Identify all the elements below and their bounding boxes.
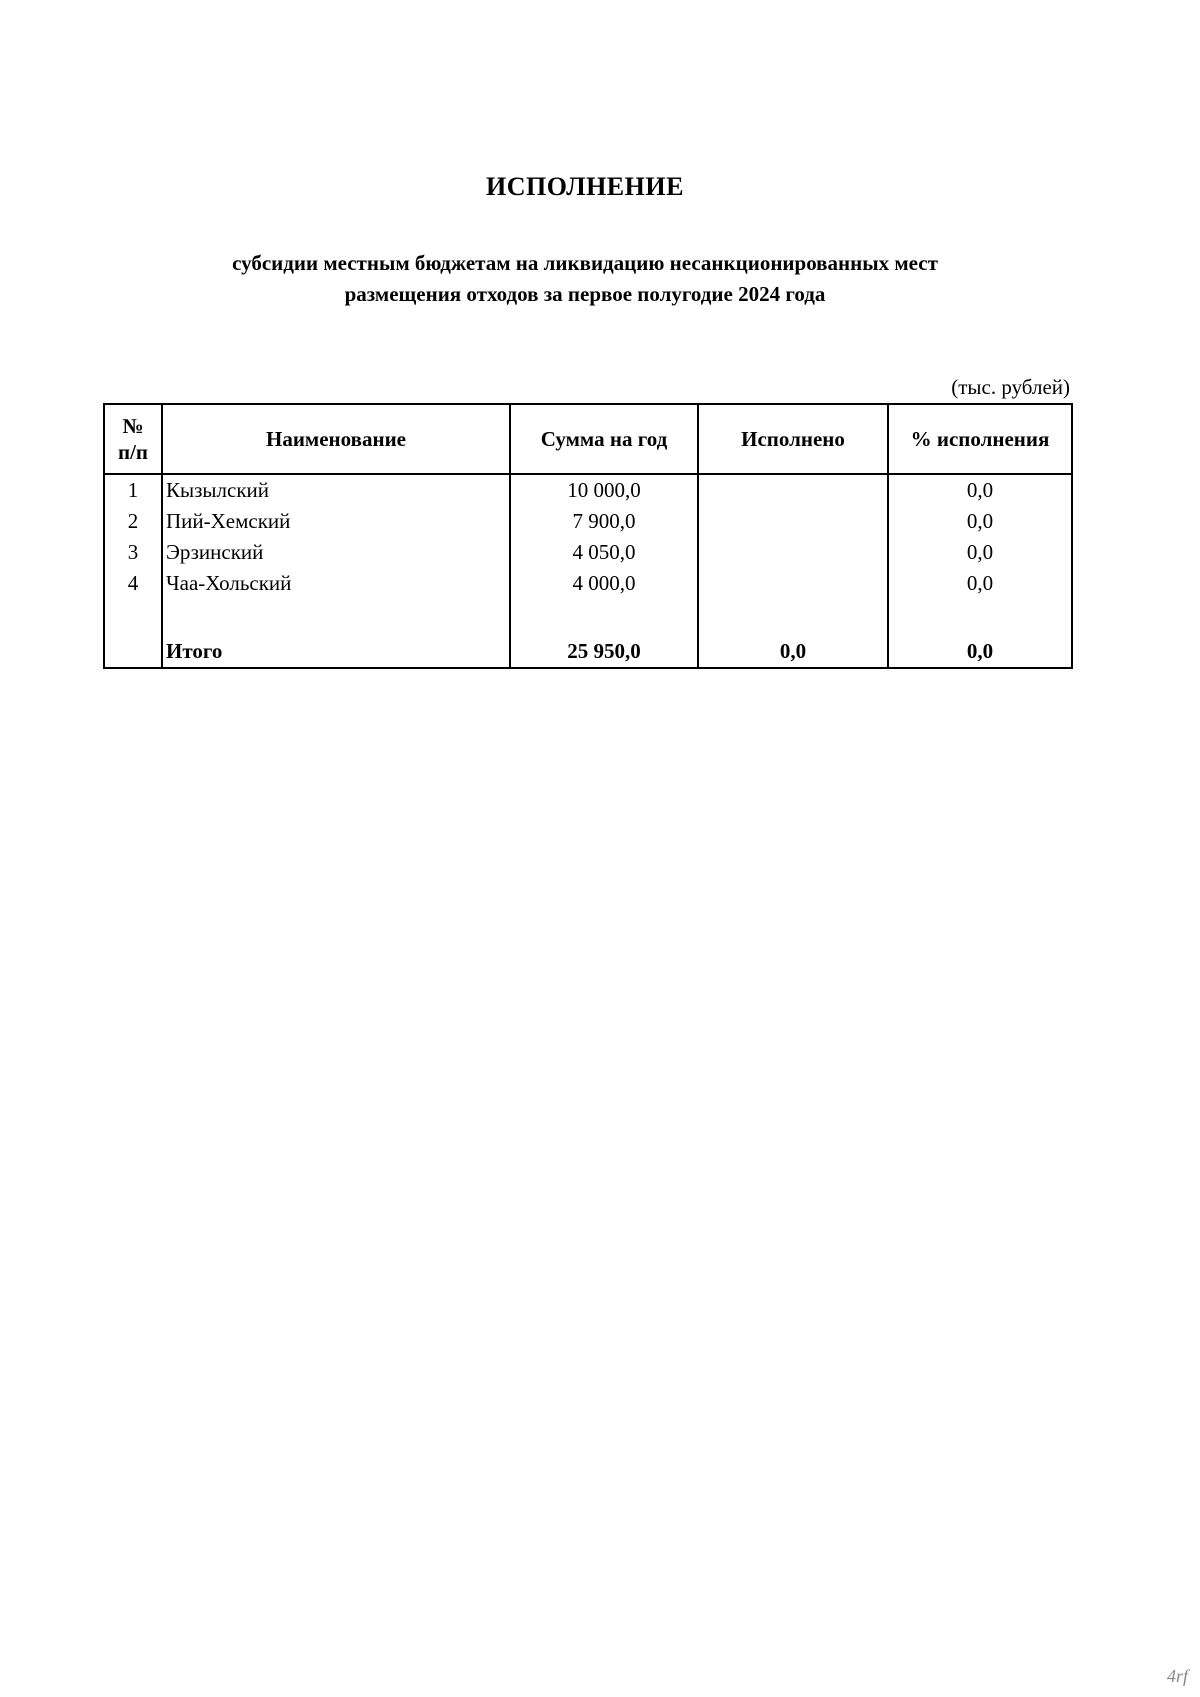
row-executed — [698, 506, 888, 537]
row-annual-sum: 7 900,0 — [510, 506, 698, 537]
table-row — [104, 568, 1072, 599]
corner-mark: 4rf — [1166, 1666, 1188, 1686]
row-num: 4 — [104, 568, 162, 599]
row-percent: 0,0 — [888, 506, 1072, 537]
header-executed: Исполнено — [698, 404, 888, 474]
row-percent: 0,0 — [888, 474, 1072, 506]
row-num: 3 — [104, 537, 162, 568]
subtitle-line-1: субсидии местным бюджетам на ликвидацию несанкционированных мест — [232, 251, 938, 275]
table-header-row — [104, 404, 1072, 474]
unit-label: (тыс. рублей) — [951, 375, 1070, 399]
row-name: Эрзинский — [162, 537, 510, 568]
row-executed — [698, 474, 888, 506]
execution-table — [103, 403, 1073, 669]
row-executed — [698, 537, 888, 568]
row-num: 1 — [104, 474, 162, 506]
total-row — [104, 635, 1072, 668]
row-annual-sum: 4 000,0 — [510, 568, 698, 599]
spacer-row — [104, 599, 1072, 635]
row-executed — [698, 568, 888, 599]
total-executed: 0,0 — [698, 635, 888, 668]
header-num: № п/п — [104, 404, 162, 474]
total-label: Итого — [162, 635, 510, 668]
header-name: Наименование — [162, 404, 510, 474]
header-annual-sum: Сумма на год — [510, 404, 698, 474]
row-num: 2 — [104, 506, 162, 537]
total-annual-sum: 25 950,0 — [510, 635, 698, 668]
row-percent: 0,0 — [888, 568, 1072, 599]
row-name: Пий-Хемский — [162, 506, 510, 537]
table-row — [104, 474, 1072, 506]
total-num — [104, 635, 162, 668]
document-subtitle — [0, 248, 1170, 310]
subtitle-line-2: размещения отходов за первое полугодие 2024 года — [344, 282, 826, 306]
row-percent: 0,0 — [888, 537, 1072, 568]
header-percent: % исполнения — [888, 404, 1072, 474]
total-percent: 0,0 — [888, 635, 1072, 668]
row-name: Кызылский — [162, 474, 510, 506]
table-row — [104, 537, 1072, 568]
row-annual-sum: 4 050,0 — [510, 537, 698, 568]
row-name: Чаа-Хольский — [162, 568, 510, 599]
table-row — [104, 506, 1072, 537]
document-title: ИСПОЛНЕНИЕ — [486, 172, 684, 201]
row-annual-sum: 10 000,0 — [510, 474, 698, 506]
